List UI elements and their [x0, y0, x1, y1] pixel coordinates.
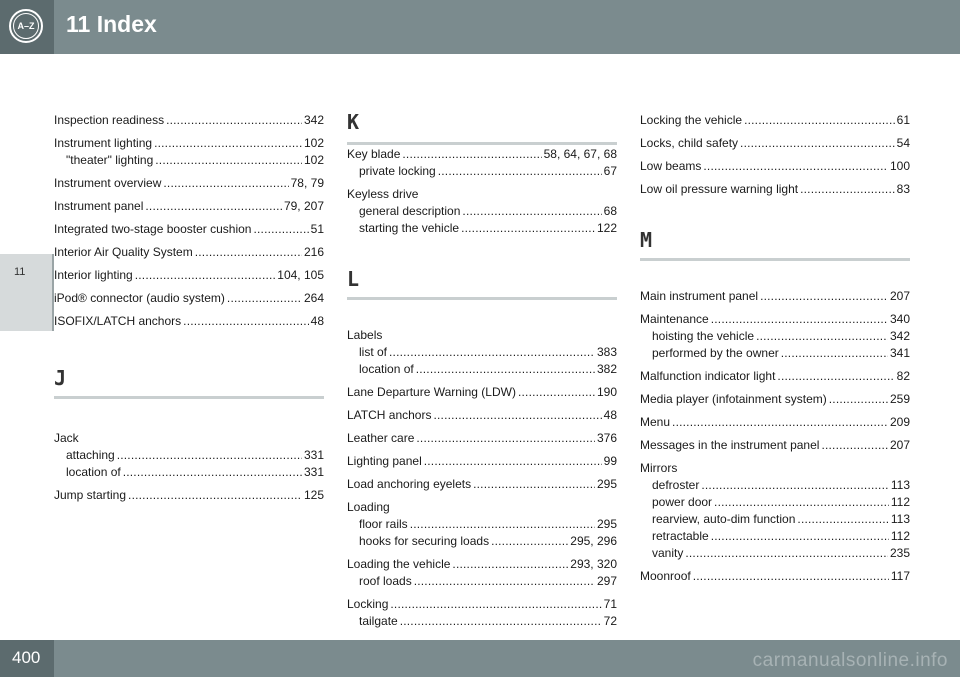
entry-page: 125: [303, 488, 324, 502]
entry-term: Leather care: [347, 431, 415, 445]
index-entry[interactable]: [640, 368, 910, 385]
entry-term: Lighting panel: [347, 454, 422, 468]
entry-page: 72: [603, 614, 617, 628]
index-entry[interactable]: [347, 146, 617, 163]
index-column-1: [54, 112, 324, 510]
index-subentry[interactable]: [347, 361, 617, 378]
entry-term: hoisting the vehicle: [652, 329, 755, 343]
index-subentry[interactable]: [347, 220, 617, 237]
entry-term: Locks, child safety: [640, 136, 739, 150]
entry-page: 331: [303, 465, 324, 479]
entry-term: Instrument lighting: [54, 136, 153, 150]
entry-page: 79, 207: [283, 199, 324, 213]
index-entry[interactable]: [54, 487, 324, 504]
entry-term: Integrated two-stage booster cushion: [54, 222, 252, 236]
letter-heading-m: [640, 228, 910, 288]
entry-term: ISOFIX/LATCH anchors: [54, 314, 182, 328]
index-group: [347, 186, 617, 237]
entry-term: Lane Departure Warning (LDW): [347, 385, 516, 399]
entry-term: hooks for securing loads: [359, 534, 490, 548]
entry-term: Load anchoring eyelets: [347, 477, 472, 491]
entry-term: "theater" lighting: [66, 153, 154, 167]
index-group: [347, 327, 617, 378]
letter-heading-j: [54, 366, 324, 430]
entry-term: tailgate: [359, 614, 398, 628]
index-subentry[interactable]: [640, 528, 910, 545]
entry-page: 48: [603, 408, 617, 422]
entry-page: 235: [889, 546, 910, 560]
entry-term: defroster: [652, 478, 700, 492]
entry-page: 207: [889, 438, 910, 452]
entry-term: retractable: [652, 529, 709, 543]
group-heading: Mirrors: [640, 461, 678, 475]
index-subentry[interactable]: [347, 163, 617, 180]
entry-term: LATCH anchors: [347, 408, 432, 422]
entry-page: 382: [596, 362, 617, 376]
entry-page: 209: [889, 415, 910, 429]
a-z-index-icon: [9, 9, 43, 43]
entry-page: 216: [303, 245, 324, 259]
entry-page: 342: [303, 113, 324, 127]
letter-rule: [54, 396, 324, 399]
index-entry[interactable]: [640, 112, 910, 129]
index-group: [347, 146, 617, 180]
index-group: [347, 499, 617, 550]
entry-term: roof loads: [359, 574, 412, 588]
letter-label: M: [640, 228, 653, 252]
entry-page: 99: [603, 454, 617, 468]
entry-term: Media player (infotainment system): [640, 392, 827, 406]
chapter-tab-label: 11: [14, 266, 26, 278]
entry-page: 207: [889, 289, 910, 303]
entry-page: 259: [889, 392, 910, 406]
index-entry[interactable]: [640, 391, 910, 408]
index-subentry[interactable]: [640, 477, 910, 494]
entry-page: 71: [603, 597, 617, 611]
group-heading: Loading: [347, 500, 390, 514]
entry-page: 100: [889, 159, 910, 173]
entry-page: 102: [303, 153, 324, 167]
entry-page: 117: [890, 569, 910, 583]
entry-page: 293, 320: [570, 557, 617, 571]
index-entry[interactable]: [54, 290, 324, 307]
chapter-tab[interactable]: [0, 254, 54, 331]
index-subentry[interactable]: [640, 494, 910, 511]
index-subentry[interactable]: [347, 516, 617, 533]
entry-term: Messages in the instrument panel: [640, 438, 820, 452]
entry-page: 68: [603, 204, 617, 218]
index-entry[interactable]: [54, 175, 324, 192]
entry-page: 190: [596, 385, 617, 399]
index-entry[interactable]: [640, 437, 910, 454]
page-number: 400: [12, 648, 41, 667]
entry-page: 342: [889, 329, 910, 343]
entry-page: 113: [890, 512, 910, 526]
group-heading: Jack: [54, 431, 79, 445]
entry-term: iPod® connector (audio system): [54, 291, 225, 305]
index-entry[interactable]: [54, 198, 324, 215]
entry-page: 340: [889, 312, 910, 326]
entry-term: Locking: [347, 597, 389, 611]
index-entry[interactable]: [347, 556, 617, 573]
entry-page: 104, 105: [277, 268, 324, 282]
index-entry[interactable]: [347, 407, 617, 424]
watermark: carmanualsonline.info: [752, 650, 948, 671]
entry-page: 54: [896, 136, 910, 150]
index-subentry[interactable]: [54, 152, 324, 169]
index-subentry[interactable]: [640, 328, 910, 345]
index-subentry[interactable]: [347, 573, 617, 590]
index-group: [640, 311, 910, 362]
index-group: [54, 430, 324, 481]
index-entry[interactable]: [54, 244, 324, 261]
chapter-sidebar: [0, 54, 54, 640]
group-heading: Keyless drive: [347, 187, 419, 201]
index-entry[interactable]: [640, 414, 910, 431]
index-subentry[interactable]: [347, 203, 617, 220]
entry-term: list of: [359, 345, 388, 359]
entry-page: 61: [896, 113, 910, 127]
index-group: [347, 596, 617, 630]
entry-page: 51: [310, 222, 324, 236]
index-entry[interactable]: [347, 596, 617, 613]
entry-page: 295: [596, 477, 617, 491]
entry-term: Low oil pressure warning light: [640, 182, 799, 196]
entry-term: Malfunction indicator light: [640, 369, 776, 383]
index-group: [640, 460, 910, 562]
entry-page: 295: [596, 517, 617, 531]
index-subentry[interactable]: [640, 345, 910, 362]
index-entry[interactable]: [347, 430, 617, 447]
entry-page: 341: [889, 346, 910, 360]
entry-page: 58, 64, 67, 68: [543, 147, 617, 161]
entry-term: Locking the vehicle: [640, 113, 743, 127]
index-entry[interactable]: [54, 221, 324, 238]
letter-rule: [640, 258, 910, 261]
index-subentry[interactable]: [640, 545, 910, 562]
index-entry[interactable]: [54, 313, 324, 330]
page-footer: [0, 640, 960, 677]
index-subentry[interactable]: [347, 613, 617, 630]
entry-term: general description: [359, 204, 461, 218]
page-header: [0, 0, 960, 54]
a-z-icon-label: A–Z: [13, 13, 39, 39]
letter-label: K: [347, 110, 360, 134]
entry-term: starting the vehicle: [359, 221, 460, 235]
page-number-box: [0, 640, 54, 677]
index-subentry[interactable]: [54, 447, 324, 464]
index-column-2: [347, 112, 617, 636]
letter-label: J: [54, 366, 67, 390]
entry-term: Menu: [640, 415, 671, 429]
entry-page: 112: [890, 495, 910, 509]
entry-page: 48: [310, 314, 324, 328]
entry-term: private locking: [359, 164, 436, 178]
index-entry[interactable]: [347, 384, 617, 401]
index-entry[interactable]: [54, 135, 324, 152]
entry-page: 295, 296: [570, 534, 617, 548]
entry-term: Instrument overview: [54, 176, 162, 190]
group-heading: Labels: [347, 328, 383, 342]
letter-heading-k: [347, 112, 617, 146]
letter-rule: [347, 142, 617, 145]
index-entry[interactable]: [640, 311, 910, 328]
index-group: [54, 135, 324, 169]
entry-page: 122: [596, 221, 617, 235]
index-subentry[interactable]: [347, 533, 617, 550]
entry-term: Low beams: [640, 159, 702, 173]
entry-term: Instrument panel: [54, 199, 144, 213]
page-title: 11 Index: [66, 11, 157, 37]
entry-page: 383: [596, 345, 617, 359]
entry-page: 264: [303, 291, 324, 305]
entry-page: 297: [596, 574, 617, 588]
entry-page: 112: [890, 529, 910, 543]
index-icon-box: [0, 0, 54, 54]
entry-term: Moonroof: [640, 569, 691, 583]
entry-page: 83: [896, 182, 910, 196]
entry-page: 113: [890, 478, 910, 492]
letter-heading-l: [347, 267, 617, 327]
index-group: [347, 556, 617, 590]
entry-term: Maintenance: [640, 312, 709, 326]
index-entry[interactable]: [347, 476, 617, 493]
index-entry[interactable]: [54, 112, 324, 129]
entry-term: floor rails: [359, 517, 408, 531]
index-entry[interactable]: [640, 568, 910, 585]
letter-rule: [347, 297, 617, 300]
index-entry[interactable]: [640, 288, 910, 305]
entry-term: Key blade: [347, 147, 401, 161]
entry-term: attaching: [66, 448, 115, 462]
index-entry[interactable]: [54, 267, 324, 284]
entry-term: location of: [359, 362, 414, 376]
entry-term: Interior lighting: [54, 268, 133, 282]
entry-page: 102: [303, 136, 324, 150]
entry-page: 331: [303, 448, 324, 462]
entry-term: Main instrument panel: [640, 289, 759, 303]
entry-page: 82: [896, 369, 910, 383]
index-entry[interactable]: [640, 135, 910, 152]
index-entry[interactable]: [347, 453, 617, 470]
entry-term: vanity: [652, 546, 684, 560]
index-subentry[interactable]: [640, 511, 910, 528]
entry-term: rearview, auto-dim function: [652, 512, 796, 526]
letter-label: L: [347, 267, 360, 291]
index-subentry[interactable]: [54, 464, 324, 481]
index-subentry[interactable]: [347, 344, 617, 361]
entry-term: Loading the vehicle: [347, 557, 451, 571]
entry-page: 376: [596, 431, 617, 445]
index-entry[interactable]: [640, 158, 910, 175]
entry-term: Inspection readiness: [54, 113, 165, 127]
entry-term: power door: [652, 495, 713, 509]
index-entry[interactable]: [640, 181, 910, 198]
entry-page: 67: [603, 164, 617, 178]
entry-term: performed by the owner: [652, 346, 779, 360]
entry-page: 78, 79: [290, 176, 324, 190]
entry-term: location of: [66, 465, 121, 479]
entry-term: Jump starting: [54, 488, 127, 502]
entry-term: Interior Air Quality System: [54, 245, 193, 259]
index-column-3: [640, 112, 910, 591]
